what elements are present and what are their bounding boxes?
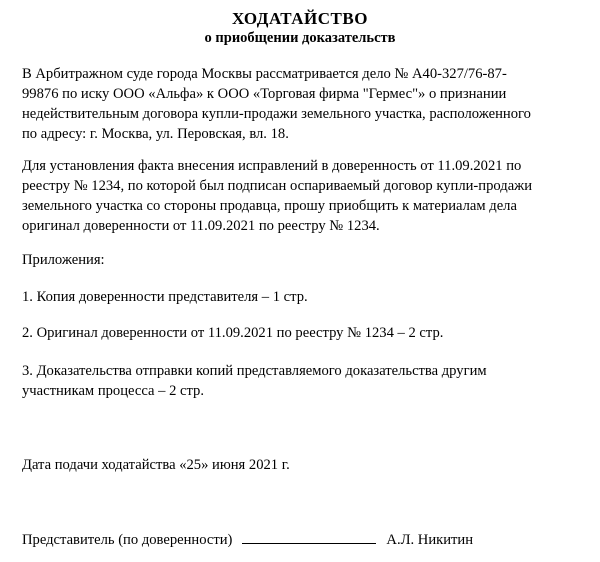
- document-title: ХОДАТАЙСТВО: [232, 9, 368, 28]
- request-line: оригинал доверенности от 11.09.2021 по реестру № 1234.: [22, 218, 380, 234]
- intro-line: по адресу: г. Москва, ул. Перовская, вл. 18.: [22, 126, 289, 142]
- signatory-name: А.Л. Никитин: [386, 532, 474, 548]
- document-subtitle: о приобщении доказательств: [204, 30, 396, 46]
- request-line: земельного участка со стороны продавца, прошу приобщить к материалам дела: [22, 198, 517, 214]
- attachment-item-2: 2. Оригинал доверенности от 11.09.2021 по реестру № 1234 – 2 стр.: [22, 325, 444, 341]
- attachment-line: 3. Доказательства отправки копий представляемого доказательства другим: [22, 363, 487, 379]
- request-paragraph: [22, 156, 582, 236]
- attachments-heading: Приложения:: [22, 252, 105, 268]
- intro-line: недействительным договора купли-продажи земельного участка, расположенного: [22, 106, 531, 122]
- attachment-item-1: 1. Копия доверенности представителя – 1 стр.: [22, 289, 308, 305]
- signature-line: [242, 529, 376, 544]
- attachment-item-3: [22, 361, 582, 401]
- request-line: реестру № 1234, по которой был подписан оспариваемый договор купли-продажи: [22, 178, 533, 194]
- intro-line: 99876 по иску ООО «Альфа» к ООО «Торговая фирма "Гермес"» о признании: [22, 86, 507, 102]
- signature-block: [22, 529, 473, 550]
- signature-label: Представитель (по доверенности): [22, 532, 233, 548]
- intro-line: В Арбитражном суде города Москвы рассматривается дело № А40-327/76-87-: [22, 66, 507, 82]
- request-line: Для установления факта внесения исправлений в доверенность от 11.09.2021 по: [22, 158, 522, 174]
- filing-date: Дата подачи ходатайства «25» июня 2021 г.: [22, 457, 290, 473]
- intro-paragraph: [22, 64, 582, 144]
- attachment-line: участникам процесса – 2 стр.: [22, 383, 205, 399]
